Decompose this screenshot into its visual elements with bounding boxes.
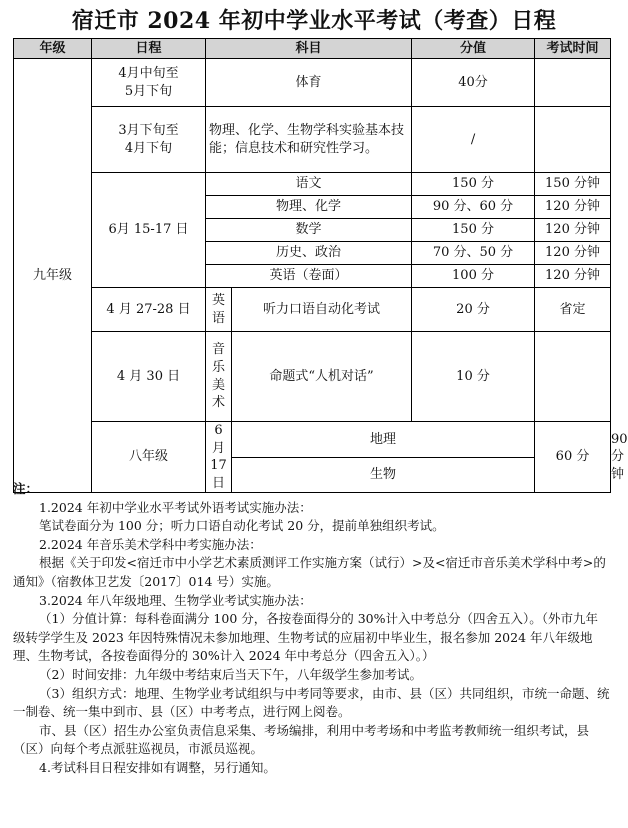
time-cell: 120 分钟 [535, 242, 611, 265]
note-item: （2）时间安排：九年级中考结束后当天下午，八年级学生参加考试。 [39, 666, 422, 682]
date-cell: 3月下旬至 4月下旬 [92, 107, 206, 173]
subject-cell: 语文 [206, 173, 412, 196]
page-title: 宿迁市 2024 年初中学业水平考试（考查）日程 [71, 8, 557, 34]
notes-section [13, 480, 610, 778]
subject-cell: 体育 [206, 59, 412, 107]
header-score: 分值 [412, 39, 535, 59]
table-header-row [14, 39, 611, 59]
category-cell: 音 乐 美 术 [206, 332, 232, 422]
time-cell [535, 107, 611, 173]
time-cell: 120 分钟 [535, 196, 611, 219]
subject-cell: 生物 [232, 457, 535, 493]
note-item: 2.2024 年音乐美术学科中考实施办法： [39, 536, 262, 552]
note-item: 笔试卷面分为 100 分；听力口语自动化考试 20 分，提前单独组织考试。 [39, 518, 445, 534]
table-row: 八年级 6 月 17 日 地理 60 分 90 分钟 [14, 422, 611, 458]
schedule-table [13, 38, 628, 493]
subject-cell: 听力口语自动化考试 [232, 288, 412, 332]
date-cell: 6月 15-17 日 [92, 173, 206, 288]
header-date: 日程 [92, 39, 206, 59]
score-cell: 150 分 [412, 173, 535, 196]
subject-cell: 命题式“人机对话” [232, 332, 412, 422]
note-item: 市、县（区）招生办公室负责信息采集、考场编排，利用中考考场和中考监考教师统一组织考试，县（区）向每个考点派驻巡视员，市派员巡视。 [13, 722, 590, 757]
time-cell: 120 分钟 [535, 219, 611, 242]
subject-cell: 英语（卷面） [206, 265, 412, 288]
subject-cell: 物理、化学 [206, 196, 412, 219]
table-row [14, 107, 611, 173]
category-cell: 英 语 [206, 288, 232, 332]
subject-cell: 地理 [232, 422, 535, 458]
subject-cell: 数学 [206, 219, 412, 242]
time-cell: 120 分钟 [535, 265, 611, 288]
table-row [14, 332, 611, 422]
table-row [14, 173, 611, 196]
header-time: 考试时间 [535, 39, 611, 59]
grade-9-cell: 九年级 [14, 59, 92, 493]
subject-cell: 历史、政治 [206, 242, 412, 265]
score-cell: 20 分 [412, 288, 535, 332]
header-grade: 年级 [14, 39, 92, 59]
date-cell: 4月中旬至 5月下旬 [92, 59, 206, 107]
score-cell: / [412, 107, 535, 173]
score-cell: 100 分 [412, 265, 535, 288]
subject-cell: 物理、化学、生物学科实验基本技能；信息技术和研究性学习。 [206, 107, 412, 173]
score-cell: 70 分、50 分 [412, 242, 535, 265]
date-cell: 4 月 30 日 [92, 332, 206, 422]
note-item: （3）组织方式：地理、生物学业考试组织与中考同等要求，由市、县（区）共同组织，市统一命题、统一制卷、统一集中到市、县（区）中考考点，进行网上阅卷。 [13, 685, 610, 720]
date-cell: 4 月 27-28 日 [92, 288, 206, 332]
grade-8-cell: 八年级 [92, 422, 206, 493]
header-subject: 科目 [206, 39, 412, 59]
note-item: 根据《关于印发<宿迁市中小学艺术素质测评工作实施方案（试行）>及<宿迁市音乐美术学科中考>的通知》（宿教体卫艺发〔2017〕014 号）实施。 [13, 555, 606, 589]
time-cell [535, 332, 611, 422]
note-item: （1）分值计算：每科卷面满分 100 分，各按卷面得分的 30%计入中考总分（四舍五入）。（外市九年级转学学生及 2023 年因特殊情况未参加地理、生物考试的应届初中毕业生，报名参加 2024 年八年级地理、生物考试，各按卷面得分的 30%计入 2024 年中考总分（四舍五入）。） [13, 611, 599, 664]
time-cell: 150 分钟 [535, 173, 611, 196]
score-cell: 60 分 [535, 422, 611, 493]
score-cell: 10 分 [412, 332, 535, 422]
table-row [14, 59, 611, 107]
date-cell: 6 月 17 日 [206, 422, 232, 493]
score-cell: 40分 [412, 59, 535, 107]
note-item: 1.2024 年初中学业水平考试外语考试实施办法： [39, 499, 312, 515]
note-item: 4.考试科目日程安排如有调整，另行通知。 [39, 759, 276, 775]
note-item: 3.2024 年八年级地理、生物学业考试实施办法： [39, 592, 312, 608]
table-row [14, 288, 611, 332]
time-cell: 省定 [535, 288, 611, 332]
score-cell: 150 分 [412, 219, 535, 242]
score-cell: 90 分、60 分 [412, 196, 535, 219]
time-cell [535, 59, 611, 107]
notes-heading: 注： [13, 481, 39, 496]
